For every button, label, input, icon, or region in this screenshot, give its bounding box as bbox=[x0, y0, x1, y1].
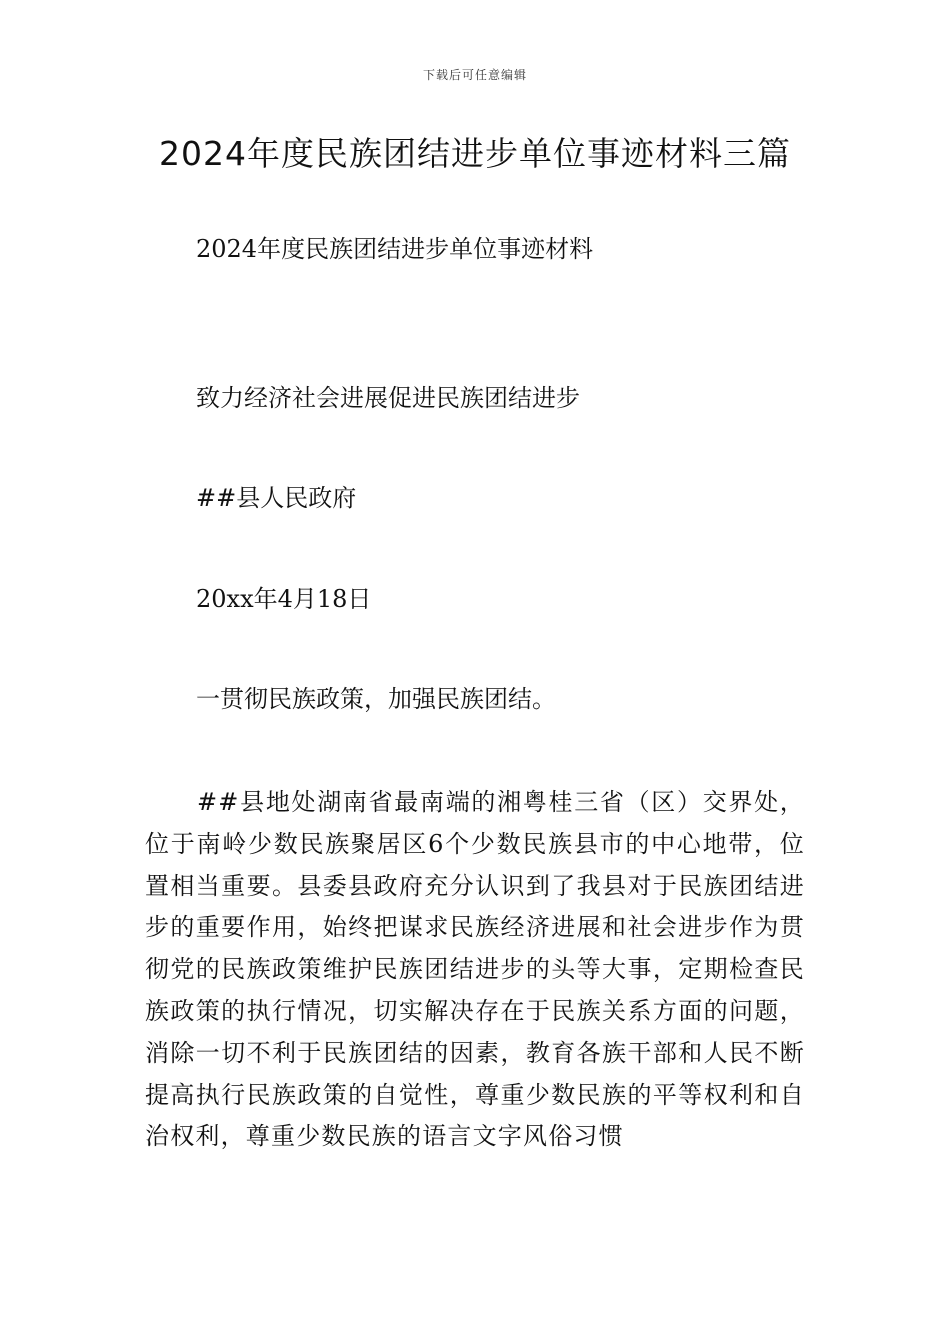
body-paragraph: ##县地处湖南省最南端的湘粤桂三省（区）交界处，位于南岭少数民族聚居区6个少数民族县市的中心地带，位置相当重要。县委县政府充分认识到了我县对于民族团结进步的重要作用，始终把谋求民族经济进展和社会进步作为贯彻党的民族政策维护民族团结进步的头等大事，定期检查民族政策的执行情况，切实解决存在于民族关系方面的问题，消除一切不利于民族团结的因素，教育各族干部和人民不断提高执行民族政策的自觉性，尊重少数民族的平等权利和自治权利，尊重少数民族的语言文字风俗习惯 bbox=[145, 788, 805, 1151]
section-heading: 一贯彻民族政策，加强民族团结。 bbox=[196, 685, 556, 713]
document-title: 2024年度民族团结进步单位事迹材料三篇 bbox=[159, 134, 791, 173]
header-note: 下载后可任意编辑 bbox=[422, 68, 527, 82]
author: ##县人民政府 bbox=[196, 484, 357, 512]
subtitle: 2024年度民族团结进步单位事迹材料 bbox=[196, 235, 594, 263]
heading: 致力经济社会进展促进民族团结进步 bbox=[196, 384, 580, 412]
date: 20xx年4月18日 bbox=[196, 585, 372, 613]
